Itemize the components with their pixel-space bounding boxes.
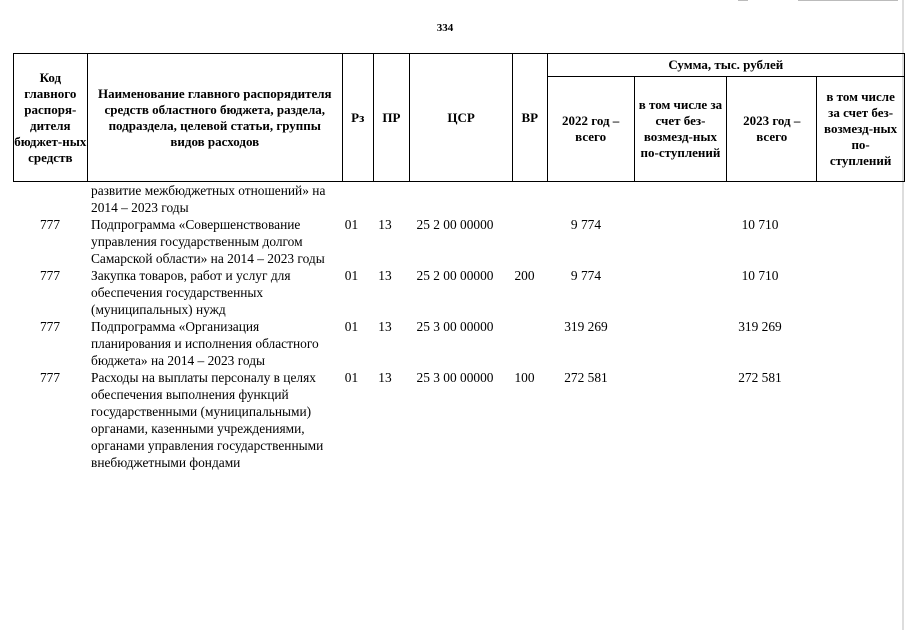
cell-2023: 10 710 bbox=[741, 268, 779, 283]
cell-pr: 13 bbox=[378, 268, 392, 283]
cell-vr bbox=[507, 318, 542, 369]
cell-2023: 10 710 bbox=[741, 217, 779, 232]
cell-code: 777 bbox=[39, 319, 61, 334]
cell-vr bbox=[507, 182, 542, 216]
header-2022-incl: в том числе за счет без-возмезд-ных по-ступлений bbox=[634, 77, 727, 182]
header-sum: Сумма, тыс. рублей bbox=[547, 54, 904, 77]
table-row bbox=[13, 182, 885, 216]
table-row bbox=[13, 318, 885, 369]
cell-name: Расходы на выплаты персоналу в целях обеспечения выполнения функций государственными (муниципальными) органами, казенными учреждениями, органами управления государственными внебюджетными фондами bbox=[91, 370, 324, 470]
cell-vr: 100 bbox=[514, 370, 535, 385]
scan-mark bbox=[738, 0, 748, 1]
cell-vr bbox=[507, 216, 542, 267]
header-csr: ЦСР bbox=[410, 54, 513, 182]
header-vr: ВР bbox=[512, 54, 547, 182]
cell-csr bbox=[403, 182, 507, 216]
table-row bbox=[13, 267, 885, 318]
header-name: Наименование главного распорядителя средств областного бюджета, раздела, подраздела, целевой статьи, группы видов расходов bbox=[87, 54, 342, 182]
cell-vr: 200 bbox=[514, 268, 535, 283]
cell-2023: 319 269 bbox=[738, 319, 782, 334]
cell-2023: 272 581 bbox=[738, 370, 782, 385]
cell-name: Подпрограмма «Организация планирования и исполнения областного бюджета» на 2014 – 2023 годы bbox=[91, 319, 319, 368]
cell-csr: 25 2 00 00000 bbox=[416, 217, 494, 232]
header-2022-total: 2022 год – всего bbox=[547, 77, 634, 182]
cell-csr: 25 2 00 00000 bbox=[416, 268, 494, 283]
cell-code: 777 bbox=[39, 370, 61, 385]
page-number: 334 bbox=[436, 22, 454, 34]
header-code: Код главного распоря-дителя бюджет-ных средств bbox=[14, 54, 88, 182]
table-body bbox=[13, 182, 885, 471]
header-rz: Рз bbox=[342, 54, 373, 182]
table-header bbox=[13, 53, 905, 182]
cell-pr: 13 bbox=[378, 370, 392, 385]
cell-name: развитие межбюджетных отношений» на 2014 – 2023 годы bbox=[91, 183, 326, 215]
cell-name: Подпрограмма «Совершенствование управления государственным долгом Самарской области» на 2014 – 2023 годы bbox=[91, 217, 325, 266]
header-pr: ПР bbox=[373, 54, 410, 182]
cell-2022 bbox=[542, 182, 630, 216]
scan-mark bbox=[798, 0, 898, 1]
cell-code bbox=[13, 182, 87, 216]
header-2023-incl: в том числе за счет без-возмезд-ных по-ступлений bbox=[817, 77, 905, 182]
cell-rz: 01 bbox=[344, 319, 359, 334]
header-2023-total: 2023 год – всего bbox=[727, 77, 817, 182]
cell-rz: 01 bbox=[344, 268, 359, 283]
cell-2022: 9 774 bbox=[570, 217, 602, 232]
cell-name: Закупка товаров, работ и услуг для обеспечения государственных (муниципальных) нужд bbox=[91, 268, 291, 317]
cell-rz bbox=[336, 182, 367, 216]
table-row bbox=[13, 216, 885, 267]
cell-rz: 01 bbox=[344, 370, 359, 385]
cell-csr: 25 3 00 00000 bbox=[416, 319, 494, 334]
cell-2022: 319 269 bbox=[564, 319, 608, 334]
table-row bbox=[13, 369, 885, 471]
cell-code: 777 bbox=[39, 217, 61, 232]
cell-2022: 272 581 bbox=[564, 370, 608, 385]
cell-csr: 25 3 00 00000 bbox=[416, 370, 494, 385]
cell-pr: 13 bbox=[378, 217, 392, 232]
cell-pr: 13 bbox=[378, 319, 392, 334]
cell-2023 bbox=[715, 182, 805, 216]
cell-pr bbox=[367, 182, 403, 216]
cell-code: 777 bbox=[39, 268, 61, 283]
cell-rz: 01 bbox=[344, 217, 359, 232]
cell-2022: 9 774 bbox=[570, 268, 602, 283]
